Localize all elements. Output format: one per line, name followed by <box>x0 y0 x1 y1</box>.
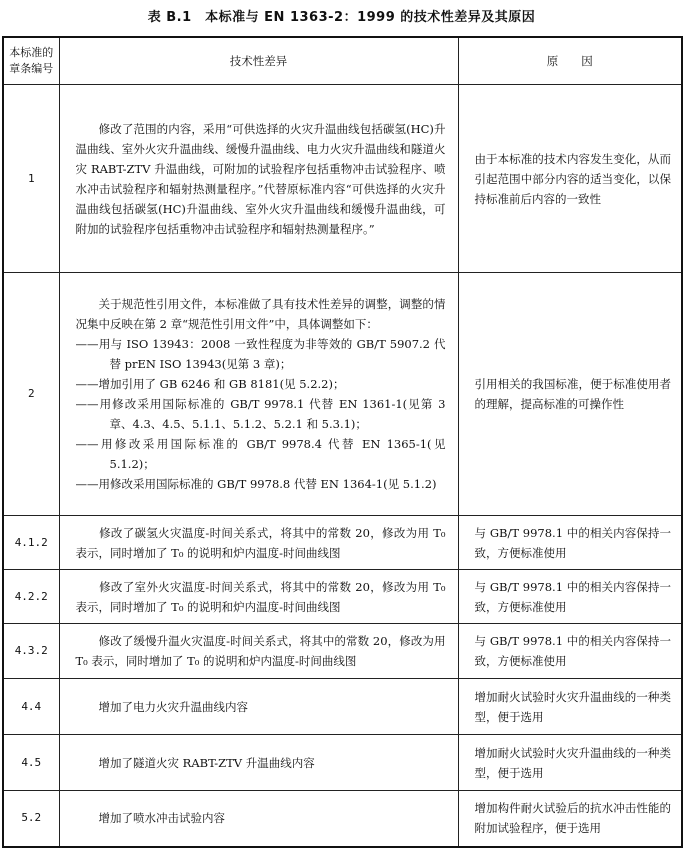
row-reason: 增加耐火试验时火灾升温曲线的一种类型，便于选用 <box>458 679 682 735</box>
row-num: 1 <box>3 85 59 273</box>
row-diff-item: ——用与 ISO 13943：2008 一致性程度为非等效的 GB/T 5907.2 代替 prEN ISO 13943(见第 3 章)； <box>75 337 446 371</box>
row-reason: 由于本标准的技术内容发生变化，从而引起范围中部分内容的适当变化，以保持标准前后内容的一致性 <box>458 85 682 273</box>
header-diff: 技术性差异 <box>59 37 458 85</box>
row-diff: 修改了碳氢火灾温度-时间关系式，将其中的常数 20，修改为用 T₀ 表示，同时增加了 T₀ 的说明和炉内温度-时间曲线图 <box>59 516 458 570</box>
differences-table <box>2 36 683 848</box>
table-row <box>3 570 682 624</box>
row-diff: 修改了室外火灾温度-时间关系式，将其中的常数 20，修改为用 T₀ 表示，同时增加了 T₀ 的说明和炉内温度-时间曲线图 <box>59 570 458 624</box>
table-row <box>3 791 682 847</box>
table-row <box>3 679 682 735</box>
row-num: 5.2 <box>3 791 59 847</box>
row-reason: 增加耐火试验时火灾升温曲线的一种类型，便于选用 <box>458 735 682 791</box>
table-row <box>3 516 682 570</box>
row-reason: 引用相关的我国标准，便于标准使用者的理解，提高标准的可操作性 <box>458 273 682 516</box>
table-row <box>3 273 682 516</box>
row-reason: 增加构件耐火试验后的抗水冲击性能的附加试验程序，便于选用 <box>458 791 682 847</box>
row-diff-item: ——用修改采用国际标准的 GB/T 9978.4 代替 EN 1365-1(见 5.1.2)； <box>75 437 446 471</box>
table-header-row <box>3 37 682 85</box>
row-diff <box>59 273 458 516</box>
row-reason: 与 GB/T 9978.1 中的相关内容保持一致，方便标准使用 <box>458 516 682 570</box>
row-num: 4.5 <box>3 735 59 791</box>
row-diff-item: ——增加引用了 GB 6246 和 GB 8181(见 5.2.2)； <box>75 377 345 391</box>
table-row <box>3 735 682 791</box>
row-num: 4.2.2 <box>3 570 59 624</box>
row-num: 4.1.2 <box>3 516 59 570</box>
header-reason: 原 因 <box>458 37 682 85</box>
row-diff-intro: 关于规范性引用文件，本标准做了具有技术性差异的调整，调整的情况集中反映在第 2 章“规范性引用文件”中，具体调整如下： <box>75 297 446 331</box>
row-diff-item: ——用修改采用国际标准的 GB/T 9978.8 代替 EN 1364-1(见 5.1.2) <box>75 477 437 491</box>
row-diff: 修改了缓慢升温火灾温度-时间关系式，将其中的常数 20，修改为用 T₀ 表示，同时增加了 T₀ 的说明和炉内温度-时间曲线图 <box>59 624 458 679</box>
row-diff <box>59 85 458 273</box>
row-reason: 与 GB/T 9978.1 中的相关内容保持一致，方便标准使用 <box>458 570 682 624</box>
row-diff: 增加了隧道火灾 RABT-ZTV 升温曲线内容 <box>59 735 458 791</box>
table-title: 表 B.1 本标准与 EN 1363-2：1999 的技术性差异及其原因 <box>147 10 536 25</box>
row-diff: 增加了电力火灾升温曲线内容 <box>59 679 458 735</box>
header-chapter: 本标准的章条编号 <box>3 37 59 85</box>
row-num: 4.4 <box>3 679 59 735</box>
row-reason: 与 GB/T 9978.1 中的相关内容保持一致，方便标准使用 <box>458 624 682 679</box>
table-row <box>3 85 682 273</box>
table-row <box>3 624 682 679</box>
row-num: 4.3.2 <box>3 624 59 679</box>
row-diff-text: 修改了范围的内容，采用“可供选择的火灾升温曲线包括碳氢(HC)升温曲线、室外火灾升温曲线、缓慢升温曲线、电力火灾升温曲线和隧道火灾 RABT-ZTV 升温曲线，可附加的试验程序包括重物冲击试验程序、喷水冲击试验程序和辐射热测量程序。”代替原标准内容“可供选择的火灾升温曲线包括碳氢(HC)升温曲线、室外火灾升温曲线和缓慢升温曲线，可附加的试验程序包括重物冲击试验程序和辐射热测量程序。” <box>75 121 446 236</box>
row-diff: 增加了喷水冲击试验内容 <box>59 791 458 847</box>
row-num: 2 <box>3 273 59 516</box>
row-diff-item: ——用修改采用国际标准的 GB/T 9978.1 代替 EN 1361-1(见第 3 章、4.3、4.5、5.1.1、5.1.2、5.2.1 和 5.3.1)； <box>75 397 446 431</box>
